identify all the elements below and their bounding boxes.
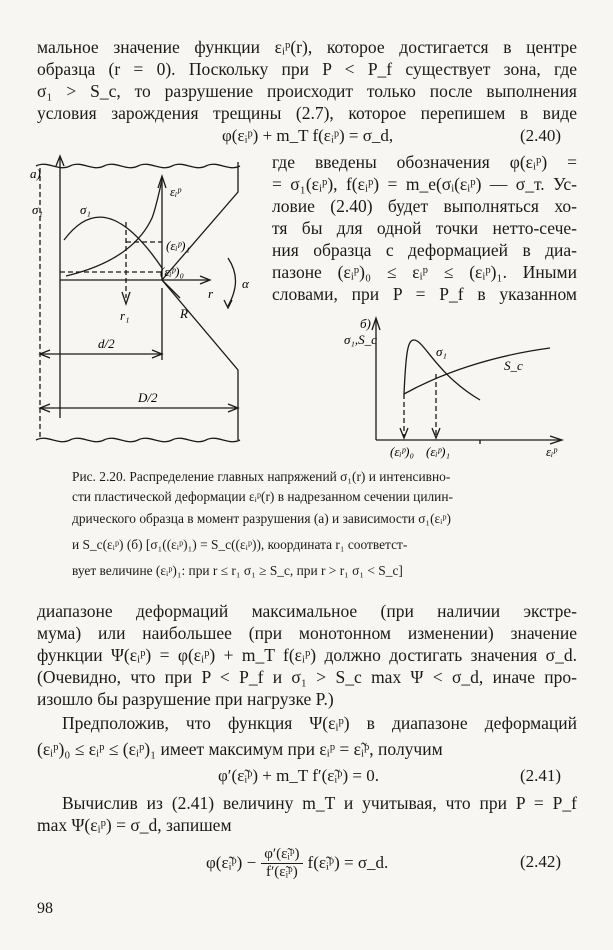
eps0-label: (εᵢᵖ)₀ [160, 264, 185, 279]
text-line: изошло бы разрушение при нагрузке P.) [37, 689, 334, 709]
eps0-label-b: (εᵢᵖ)₀ [390, 444, 415, 459]
equation-number: (2.42) [520, 852, 562, 871]
caption-line: сти пластической деформации εᵢᵖ(r) в надрезанном сечении цилин- [72, 489, 453, 504]
D2-label: D/2 [138, 390, 158, 405]
text-line: тя бы для одной точки нетто-сече- [272, 218, 577, 238]
equation-2-42 [206, 836, 388, 890]
d2-label: d/2 [98, 336, 115, 351]
text-line: (Очевидно, что при P < P_f и σ₁ > S_c max Ψ < σ_d, иначе про- [37, 667, 577, 687]
text-line: мальное значение функции εᵢᵖ(r), которое достигается в центре [37, 37, 577, 57]
text-line: диапазоне деформаций максимальное (при наличии экстре- [37, 601, 577, 621]
text-line: где введены обозначения φ(εᵢᵖ) = [272, 152, 577, 172]
eq242-fraction [261, 846, 302, 881]
equation-2-40: φ(εᵢᵖ) + m_T f(εᵢᵖ) = σ_d, [222, 126, 394, 145]
yaxis-label-b: σ₁,S_c [344, 332, 377, 347]
eq242-rhs: f(ε̃ᵢᵖ) = σ_d. [307, 853, 389, 872]
sigma1-curve-label: σ₁ [80, 202, 91, 217]
text-line: мума) или наибольшее (при монотонном изменении) значение [37, 623, 577, 643]
text-line: max Ψ(εᵢᵖ) = σ_d, запишем [37, 815, 232, 835]
text-line: ния образца с деформацией в диа- [272, 240, 577, 260]
panel-label-b: б) [360, 316, 371, 331]
figure-a [28, 148, 268, 458]
figure-b [340, 310, 580, 460]
Sc-label-b: S_c [504, 358, 523, 373]
text-line: Вычислив из (2.41) величину m_T и учитывая, что при P = P_f [62, 793, 577, 813]
text-line: образца (r = 0). Поскольку при P < P_f существует зона, где [37, 59, 577, 79]
text-line: словами, при P = P_f в указанном [272, 284, 577, 304]
text-line: функции Ψ(εᵢᵖ) = φ(εᵢᵖ) + m_T f(εᵢᵖ) должно достигать значения σ_d. [37, 645, 577, 665]
sigma1-label-b: σ₁ [436, 344, 447, 359]
page-number: 98 [37, 900, 53, 917]
equation-number: (2.41) [520, 766, 562, 785]
r1-label: r₁ [120, 308, 130, 323]
eps1-label-b: (εᵢᵖ)₁ [426, 444, 451, 459]
text-line: (εᵢᵖ)₀ ≤ εᵢᵖ ≤ (εᵢᵖ)₁ имеет максимум при εᵢᵖ = ε̃ᵢᵖ, получим [37, 739, 443, 759]
eq242-numerator: φ′(ε̃ᵢᵖ) [261, 846, 302, 864]
text-line: условия зарождения трещины (2.7), которое перепишем в виде [37, 103, 577, 123]
caption-line: Рис. 2.20. Распределение главных напряжений σ₁(r) и интенсивно- [72, 469, 451, 484]
caption-line: и S_c(εᵢᵖ) (б) [σ₁((εᵢᵖ)₁) = S_c((εᵢᵖ)), координата r₁ соответст- [72, 537, 408, 552]
sigma1-axis-label: σ₁ [32, 202, 43, 217]
eq242-lhs: φ(ε̃ᵢᵖ) − [206, 853, 257, 872]
caption-line: дрического образца в момент разрушения (а) и зависимости σ₁(εᵢᵖ) [72, 511, 451, 526]
panel-label-a: а) [30, 166, 41, 181]
equation-number: (2.40) [520, 126, 562, 145]
eq242-denominator: f′(ε̃ᵢᵖ) [266, 863, 298, 880]
alpha-label: α [242, 276, 249, 291]
eps1-label: (εᵢᵖ)₁ [166, 238, 191, 253]
r-axis-label: r [208, 286, 214, 301]
text-line: ловие (2.40) будет выполняться хо- [272, 196, 577, 216]
R-label: R [180, 306, 188, 321]
text-line: σ₁ > S_c, то разрушение происходит только после выполнения [37, 81, 577, 101]
text-line: Предположив, что функция Ψ(εᵢᵖ) в диапазоне деформаций [62, 713, 577, 733]
text-line: = σ₁(εᵢᵖ), f(εᵢᵖ) = m_e(σᵢ(εᵢᵖ) — σ_т. Ус- [272, 174, 577, 194]
eps-axis-label: εᵢᵖ [170, 184, 181, 199]
eps-label-b: εᵢᵖ [546, 444, 557, 459]
equation-2-41: φ′(ε̃ᵢᵖ) + m_T f′(ε̃ᵢᵖ) = 0. [218, 766, 379, 785]
text-line: пазоне (εᵢᵖ)₀ ≤ εᵢᵖ ≤ (εᵢᵖ)₁. Иными [272, 262, 577, 282]
caption-line: вует величине (εᵢᵖ)₁: при r ≤ r₁ σ₁ ≥ S_c, при r > r₁ σ₁ < S_c] [72, 563, 403, 578]
